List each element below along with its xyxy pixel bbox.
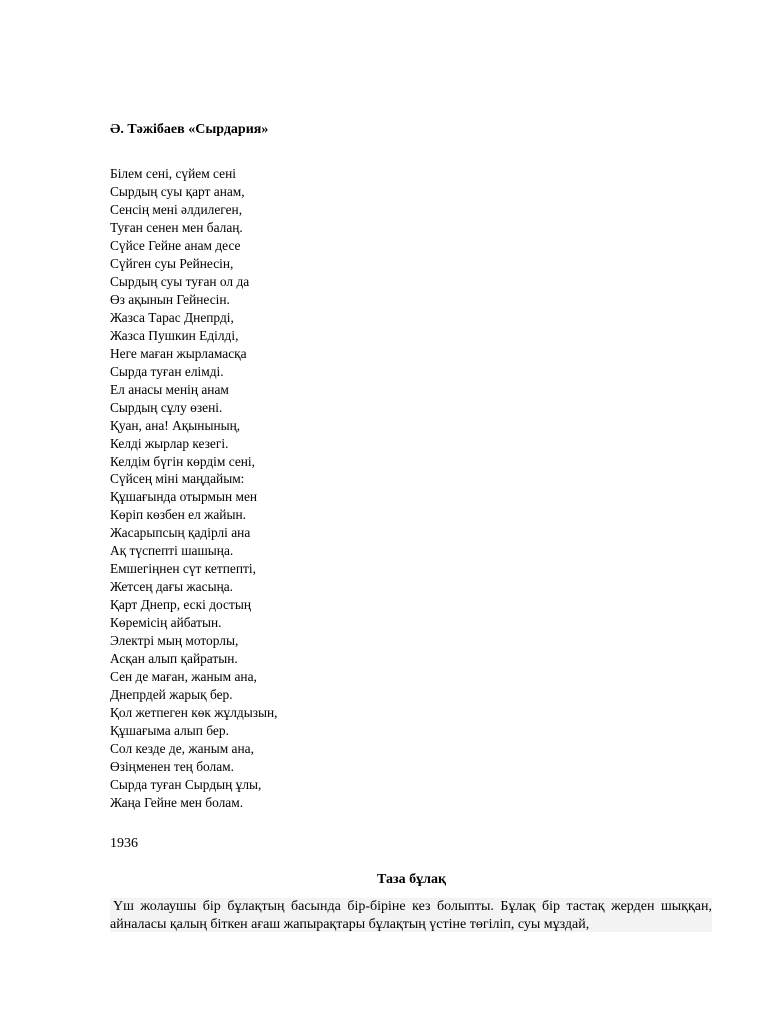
poem-year: 1936 [110,836,138,851]
poem-line: Неге маған жырламасқа [110,345,247,361]
poem-line: Сырда туған елімді. [110,363,224,379]
poem-line: Сырдың суы туған ол да [110,273,250,289]
story-paragraph-block [110,898,712,932]
poem-line: Сырдың сұлу өзені. [110,399,223,415]
poem-line: Жаңа Гейне мен болам. [110,794,244,810]
poem-line: Құшағыма алып бер. [110,723,229,739]
poem-line: Жазса Пушкин Еділді, [110,327,239,343]
poem-line: Сүйсе Гейне анам десе [110,237,241,253]
poem-line: Қуан, ана! Ақынының, [110,417,241,433]
poem-line: Келді жырлар кезегі. [110,435,229,451]
poem-title: Ә. Тәжібаев «Сырдария» [110,122,269,137]
poem-line: Сен де маған, жаным ана, [110,669,257,685]
poem-line: Көремісің айбатын. [110,615,222,631]
poem-line: Ел анасы менің анам [110,381,229,397]
poem-line: Өзіңменен тең болам. [110,758,234,774]
poem-line: Сүйген суы Рейнесін, [110,255,234,271]
poem-line: Қарт Днепр, ескі достың [110,597,251,613]
poem-line: Сырдың суы қарт анам, [110,183,245,199]
poem-line: Білем сені, сүйем сені [110,166,236,181]
poem-line: Емшегіңнен сүт кетпепті, [110,561,256,577]
poem-line: Көріп көзбен ел жайын. [110,507,246,523]
poem-line: Құшағында отырмын мен [110,489,258,505]
poem-line: Туған сенен мен балаң. [110,219,243,235]
poem-line: Ақ түспепті шашыңа. [110,543,234,559]
poem-line: Асқан алып қайратын. [110,651,238,667]
poem-line: Сол кезде де, жаным ана, [110,741,254,756]
poem-line: Днепрдей жарық бер. [110,687,233,703]
poem-line: Жетсең дағы жасыңа. [110,579,234,595]
poem-line: Сенсің мені әлдилеген, [110,201,243,217]
story-paragraph: Үш жолаушы бір бұлақтың басында бір-біріне кез болыпты. Бұлақ бір тастақ жерден шыққан, айналасы қалың біткен ағаш жапырақтары бұлақтың үстіне төгіліп, суы мұздай, [110,899,712,932]
poem-line: Электрі мың моторлы, [110,633,239,649]
story-title: Таза бұлақ [376,872,447,887]
poem-line: Жазса Тарас Днепрді, [110,309,234,325]
poem-line: Қол жетпеген көк жұлдызын, [110,705,278,721]
poem-line: Келдім бүгін көрдім сені, [110,453,255,469]
poem-body [110,165,278,812]
poem-line: Сүйсең міні маңдайым: [110,471,245,487]
poem-line: Жасарыпсың қадірлі ана [110,525,251,541]
poem-line: Сырда туған Сырдың ұлы, [110,776,262,792]
poem-line: Өз ақынын Гейнесін. [110,291,230,307]
